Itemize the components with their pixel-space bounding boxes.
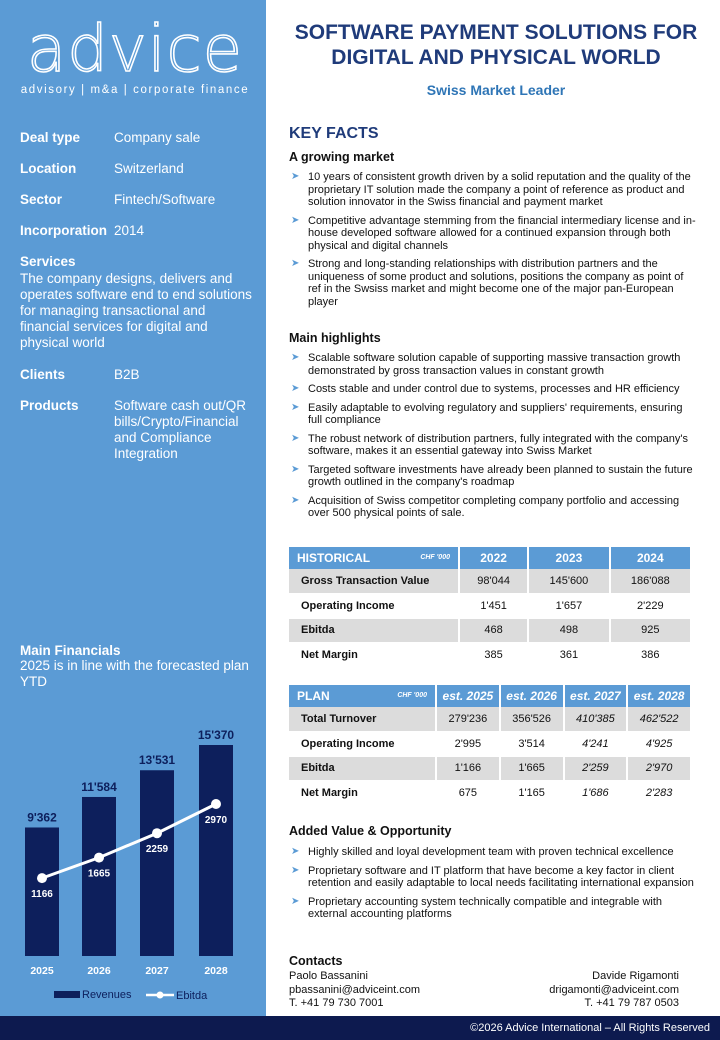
table-cell: 462'522 [627, 707, 691, 732]
bullet-text: Scalable software solution capable of supporting massive transaction growth demonstrated by gross transaction values in constant growth [308, 352, 681, 377]
fact-incorporation [20, 223, 256, 239]
bullet-item [289, 896, 699, 921]
main-highlights-title: Main highlights [289, 331, 381, 345]
plan-table [289, 685, 692, 806]
main-content [266, 0, 720, 1016]
bullet-item [289, 352, 699, 377]
table-row [289, 732, 691, 757]
year-header: est. 2028 [627, 685, 691, 707]
row-label: Net Margin [289, 781, 436, 806]
ebitda-point [94, 853, 104, 863]
table-cell: 145'600 [528, 569, 609, 594]
ebitda-point [37, 873, 47, 883]
bullet-text: Easily adaptable to evolving regulatory and suppliers' requirements, ensuring full compliance [308, 401, 683, 426]
ebitda-value-label: 2970 [204, 815, 228, 826]
row-label: Operating Income [289, 594, 459, 619]
table-name: PLAN [297, 689, 330, 703]
fact-label: Deal type [20, 130, 81, 145]
revenue-value-label: 15'370 [197, 728, 235, 742]
table-cell: 1'166 [436, 756, 500, 781]
key-facts-heading: KEY FACTS [289, 125, 379, 142]
bullet-text: 10 years of consistent growth driven by a solid reputation and the quality of the proprietary IT solution made the company a point of reference as product and solution innovator in the Swiss financial and payment market [308, 171, 691, 208]
historical-table [289, 547, 692, 668]
contact-phone: T. +41 79 730 7001 [289, 997, 384, 1009]
table-row [289, 756, 691, 781]
fact-label: Sector [20, 192, 63, 207]
bullet-text: The robust network of distribution partners, fully integrated with the company's software, makes it an essential gateway into Swiss Market [308, 432, 688, 457]
table-cell: 361 [528, 643, 609, 668]
sidebar [0, 0, 266, 1016]
ebitda-point [152, 828, 162, 838]
main-financials-title: Main Financials [20, 643, 121, 658]
fact-value: Fintech/Software [114, 192, 216, 207]
arrow-bullet-icon: ➤ [291, 494, 300, 506]
main-highlights-list [289, 352, 699, 526]
contact-email[interactable]: drigamonti@adviceint.com [549, 983, 679, 996]
bullet-item [289, 464, 699, 489]
table-cell: 675 [436, 781, 500, 806]
page-subtitle: Swiss Market Leader [426, 82, 566, 98]
arrow-bullet-icon: ➤ [291, 401, 300, 413]
ebitda-value-label: 1166 [31, 889, 53, 901]
bullet-text: Proprietary accounting system technically compatible and integrable with external accounting platforms [308, 895, 663, 920]
arrow-bullet-icon: ➤ [291, 258, 300, 269]
table-row [289, 618, 691, 643]
year-header: est. 2026 [500, 685, 564, 707]
fact-label: Incorporation [20, 223, 107, 238]
fact-deal-type [20, 130, 256, 146]
page-title: SOFTWARE PAYMENT SOLUTIONS FOR DIGITAL AND PHYSICAL WORLD [294, 21, 698, 69]
fact-value: Switzerland [114, 161, 184, 176]
year-tick-label: 2028 [204, 965, 228, 977]
contacts-title: Contacts [289, 954, 343, 968]
table-cell: 1'657 [528, 594, 609, 619]
bullet-text: Competitive advantage stemming from the financial intermediary license and in-house developed software allowed for a continued expansion through both physical and digital channels [308, 214, 696, 252]
fact-location [20, 161, 256, 177]
contact-right [549, 970, 679, 1011]
advice-logo [18, 13, 252, 96]
table-currency: CHF '000 [420, 554, 450, 561]
table-row [289, 781, 691, 806]
legend-revenues-label: Revenues [82, 989, 132, 1001]
arrow-bullet-icon: ➤ [291, 352, 300, 363]
bullet-item [289, 215, 699, 253]
contact-name: Paolo Bassanini [289, 970, 368, 982]
table-cell: 410'385 [564, 707, 628, 732]
table-cell: 1'451 [459, 594, 528, 619]
main-financials-subtitle: 2025 is in line with the forecasted plan YTD [20, 658, 249, 689]
table-cell: 468 [459, 618, 528, 643]
fact-value: Company sale [114, 130, 201, 145]
contact-left [289, 970, 420, 1011]
arrow-bullet-icon: ➤ [291, 214, 300, 226]
table-cell: 2'995 [436, 732, 500, 757]
fact-sector [20, 192, 256, 208]
fact-value: 2014 [114, 223, 145, 238]
year-tick-label: 2026 [87, 965, 111, 977]
year-tick-label: 2027 [145, 965, 169, 977]
year-header: 2023 [528, 547, 609, 569]
bullet-item [289, 171, 699, 209]
year-header: est. 2025 [436, 685, 500, 707]
deal-facts [20, 130, 256, 477]
table-cell: 1'686 [564, 781, 628, 806]
table-cell: 386 [610, 643, 691, 668]
table-row [289, 707, 691, 732]
year-header: 2024 [610, 547, 691, 569]
arrow-bullet-icon: ➤ [291, 463, 300, 475]
fact-value: B2B [114, 367, 140, 382]
footer-copyright: ©2026 Advice International – All Rights Reserved [0, 1016, 720, 1040]
table-currency: CHF '000 [397, 692, 427, 699]
legend-ebitda-label: Ebitda [176, 990, 208, 1002]
revenue-value-label: 13'531 [138, 753, 176, 768]
table-cell: 4'925 [627, 732, 691, 757]
table-cell: 385 [459, 643, 528, 668]
revenue-value-label: 9'362 [27, 810, 57, 825]
row-label: Gross Transaction Value [289, 569, 459, 594]
fact-label: Products [20, 398, 79, 413]
ebitda-value-label: 1665 [87, 868, 111, 880]
bullet-text: Acquisition of Swiss competitor completing company portfolio and accessing over 500 physical points of sale. [308, 494, 680, 519]
growing-market-list [289, 171, 699, 314]
row-label: Operating Income [289, 732, 436, 757]
table-row [289, 594, 691, 619]
row-label: Ebitda [289, 756, 436, 781]
table-row [289, 643, 691, 668]
logo-wordmark: advice [26, 13, 244, 87]
table-cell: 356'526 [500, 707, 564, 732]
logo-tagline: advisory | m&a | corporate finance [20, 84, 250, 96]
bullet-item [289, 846, 699, 859]
bullet-text: Strong and long-standing relationships with distribution partners and the uniqueness of some product and solutions, positions the company as point of ref in the Swsiss market and might become one of the major pan-European player [308, 258, 684, 308]
table-cell: 2'283 [627, 781, 691, 806]
year-tick-label: 2025 [30, 965, 54, 977]
row-label: Total Turnover [289, 707, 436, 732]
added-value-title: Added Value & Opportunity [289, 824, 452, 838]
table-cell: 1'165 [500, 781, 564, 806]
contact-name: Davide Rigamonti [592, 970, 679, 982]
services-text: The company designs, delivers and operates software end to end solutions for managing transactional and financial services for digital and physical world [20, 271, 252, 350]
growing-market-title: A growing market [289, 150, 395, 164]
table-cell: 186'088 [610, 569, 691, 594]
fact-label: Clients [20, 367, 66, 382]
fact-clients [20, 367, 256, 383]
main-financials [20, 643, 256, 690]
bullet-item [289, 495, 699, 520]
bullet-item [289, 258, 699, 308]
table-cell: 2'970 [627, 756, 691, 781]
revenue-bar [140, 770, 174, 956]
fact-value: Software cash out/QR bills/Crypto/Financial and Compliance Integration [114, 398, 247, 461]
legend-ebitda-marker [157, 992, 164, 999]
table-row [289, 569, 691, 594]
revenue-ebitda-chart [0, 700, 266, 1010]
ebitda-point [211, 799, 221, 809]
year-header: 2022 [459, 547, 528, 569]
bullet-text: Costs stable and under control due to systems, processes and HR efficiency [308, 383, 680, 395]
fact-products [20, 398, 256, 462]
contact-phone: T. +41 79 787 0503 [584, 997, 679, 1009]
arrow-bullet-icon: ➤ [291, 846, 300, 857]
added-value-list [289, 846, 699, 927]
table-cell: 4'241 [564, 732, 628, 757]
arrow-bullet-icon: ➤ [291, 432, 300, 444]
bullet-item [289, 433, 699, 458]
bullet-item [289, 383, 699, 396]
services-label: Services [20, 254, 76, 269]
revenue-value-label: 11'584 [81, 779, 117, 794]
row-label: Net Margin [289, 643, 459, 668]
table-cell: 279'236 [436, 707, 500, 732]
table-name: HISTORICAL [297, 551, 371, 565]
table-cell: 925 [610, 618, 691, 643]
fact-label: Location [20, 161, 77, 176]
table-header-row [289, 547, 691, 569]
bullet-item [289, 402, 699, 427]
bullet-text: Highly skilled and loyal development team with proven technical excellence [308, 846, 674, 858]
bullet-item [289, 865, 699, 890]
arrow-bullet-icon: ➤ [291, 383, 300, 394]
ebitda-value-label: 2259 [145, 844, 169, 856]
bullet-text: Targeted software investments have already been planned to sustain the future growth outlined in the company's roadmap [308, 463, 693, 488]
table-name-header [289, 685, 436, 707]
contacts [289, 954, 679, 1009]
ebitda-line [42, 804, 216, 878]
arrow-bullet-icon: ➤ [291, 171, 300, 182]
arrow-bullet-icon: ➤ [291, 895, 300, 907]
contact-email[interactable]: pbassanini@adviceint.com [289, 983, 421, 996]
row-label: Ebitda [289, 618, 459, 643]
bullet-text: Proprietary software and IT platform that have become a key factor in client retention and easily adaptable to local needs facilitating international expansion [308, 864, 694, 889]
legend-revenues-swatch [54, 991, 80, 998]
table-cell: 98'044 [459, 569, 528, 594]
table-name-header [289, 547, 459, 569]
revenue-bar [199, 745, 233, 956]
table-cell: 2'229 [610, 594, 691, 619]
table-header-row [289, 685, 691, 707]
table-cell: 1'665 [500, 756, 564, 781]
table-cell: 498 [528, 618, 609, 643]
year-header: est. 2027 [564, 685, 628, 707]
table-cell: 2'259 [564, 756, 628, 781]
table-cell: 3'514 [500, 732, 564, 757]
arrow-bullet-icon: ➤ [291, 864, 300, 876]
